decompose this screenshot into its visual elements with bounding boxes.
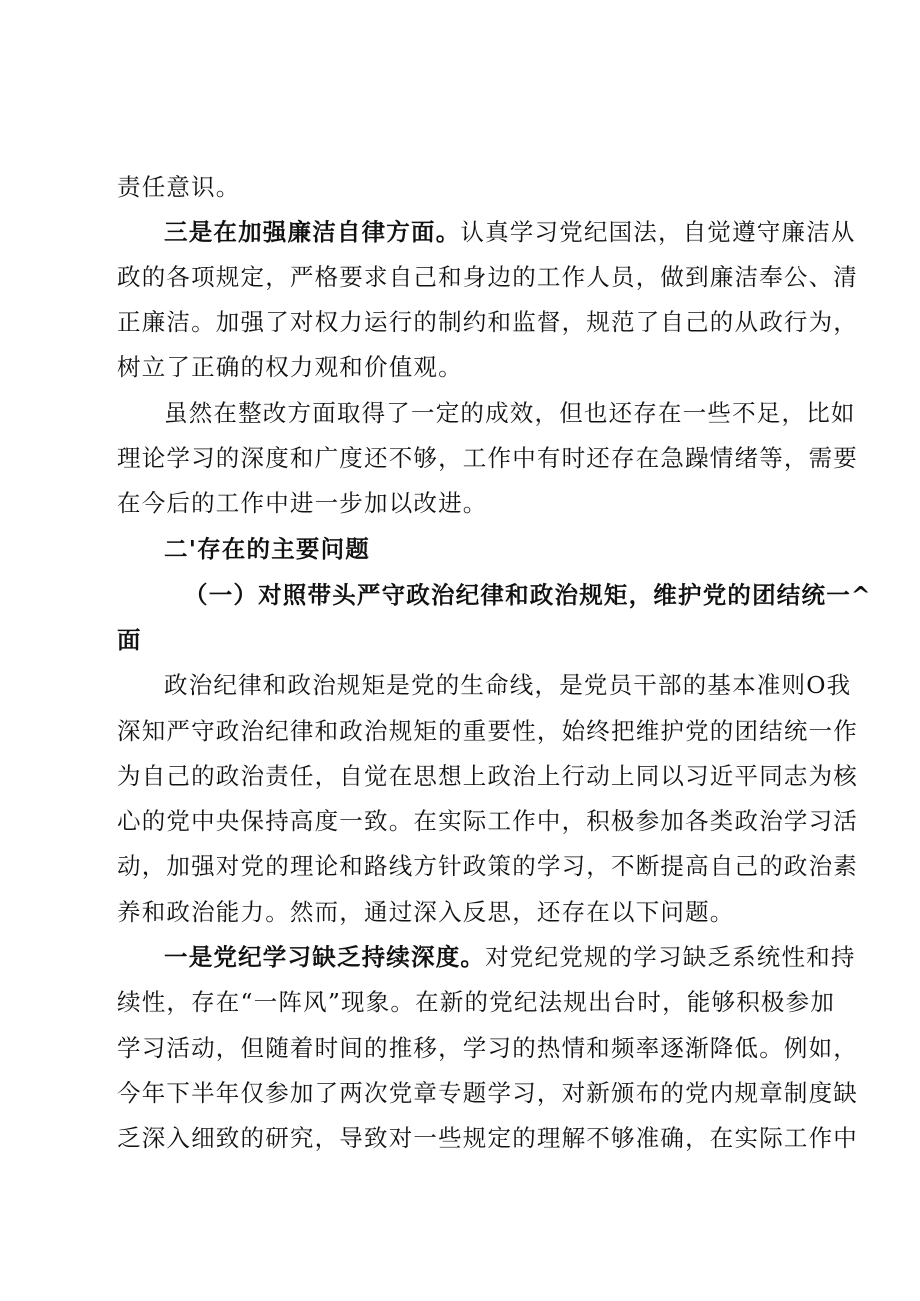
paragraph-text: 认真学习党纪国法，自觉遵守廉洁从 xyxy=(460,218,856,246)
paragraph-line: 责任意识。 xyxy=(117,173,241,201)
paragraph-line: 深知严守政治纪律和政治规矩的重要性，始终把维护党的团结统一作 xyxy=(117,717,858,745)
paragraph-line: 树立了正确的权力观和价值观。 xyxy=(117,353,463,381)
paragraph-line: 乏深入细致的研究，导致对一些规定的理解不够准确，在实际工作中 xyxy=(117,1124,858,1152)
paragraph-line: 养和政治能力。然而，通过深入反思，还存在以下问题。 xyxy=(117,898,735,926)
paragraph-line: 在今后的工作中进一步加以改进。 xyxy=(117,489,488,517)
paragraph-line: 续性，存在“一阵风”现象。在新的党纪法规出台时，能够积极参加 xyxy=(117,988,836,1016)
paragraph-line: 为自己的政治责任，自觉在思想上政治上行动上同以习近平同志为核 xyxy=(117,762,858,790)
paragraph-line xyxy=(164,942,856,972)
paragraph-line: 政治纪律和政治规矩是党的生命线，是党员干部的基本准则O我 xyxy=(164,671,852,699)
paragraph-line xyxy=(164,217,856,247)
paragraph-line: 今年下半年仅参加了两次党章专题学习，对新颁布的党内规章制度缺 xyxy=(117,1079,858,1107)
paragraph-line: 动，加强对党的理论和路线方针政策的学习，不断提高自己的政治素 xyxy=(117,852,858,880)
subsection-heading: （一）对照带头严守政治纪律和政治规矩，维护党的团结统一^ xyxy=(184,581,872,609)
bold-lead: 三是在加强廉洁自律方面。 xyxy=(164,218,461,246)
paragraph-line: 心的党中央保持高度一致。在实际工作中，积极参加各类政治学习活 xyxy=(117,807,858,835)
paragraph-line: 理论学习的深度和广度还不够，工作中有时还存在急躁情绪等，需要 xyxy=(117,444,858,472)
section-heading: 二'存在的主要问题 xyxy=(164,535,370,563)
subsection-heading: 面 xyxy=(117,626,142,654)
bold-lead: 一是党纪学习缺乏持续深度。 xyxy=(164,943,486,971)
paragraph-line: 学习活动，但随着时间的推移，学习的热情和频率逐渐降低。例如， xyxy=(117,1034,858,1062)
paragraph-line: 正廉洁。加强了对权力运行的制约和监督，规范了自己的从政行为， xyxy=(117,308,858,336)
paragraph-line: 政的各项规定，严格要求自己和身边的工作人员，做到廉洁奉公、清 xyxy=(117,263,858,291)
paragraph-line: 虽然在整改方面取得了一定的成效，但也还存在一些不足，比如 xyxy=(164,399,856,427)
paragraph-text: 对党纪党规的学习缺乏系统性和持 xyxy=(485,943,856,971)
